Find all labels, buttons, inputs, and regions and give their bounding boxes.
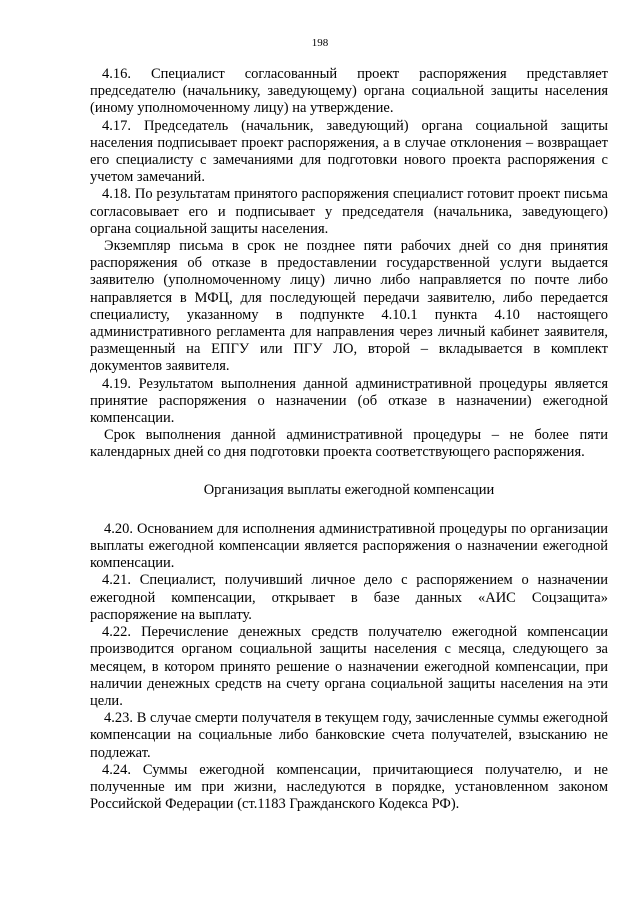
paragraph-letter-copy: Экземпляр письма в срок не позднее пяти рабочих дней со дня принятия распоряжения об отказе в предоставлении государственной услуги выдается заявителю (уполномоченному лицу) лично либо направляется по почте либо направляется в МФЦ, для последующей передачи заявителю, либо передается специалисту, указанному в подпункте 4.10.1 пункта 4.10 настоящего административного регламента для направления через личный кабинет заявителя, размещенный на ЕПГУ или ПГУ ЛО, второй – вкладывается в комплект документов заявителя. [90, 238, 608, 375]
section-heading: Организация выплаты ежегодной компенсации [203, 481, 495, 498]
paragraph-4-21: 4.21. Специалист, получивший личное дело с распоряжением о назначении ежегодной компенсации, открывает в базе данных «АИС Соцзащита» распоряжение на выплату. [90, 572, 608, 623]
paragraph-4-16: 4.16. Специалист согласованный проект распоряжения представляет председателю (начальнику, заведующему) органа социальной защиты населения (иному уполномоченному лицу) на утверждение. [90, 66, 608, 117]
paragraph-4-22: 4.22. Перечисление денежных средств получателю ежегодной компенсации производится органом социальной защиты населения с месяца, следующего за месяцем, в котором принято решение о назначении ежегодной компенсации, при наличии денежных средств на счету органа социальной защиты населения на эти цели. [90, 624, 608, 709]
paragraph-4-19: 4.19. Результатом выполнения данной административной процедуры является принятие распоряжения о назначении (об отказе в назначении) ежегодной компенсации. [90, 375, 608, 427]
page-number: 198 [311, 37, 329, 49]
paragraph-4-23: 4.23. В случае смерти получателя в текущем году, зачисленные суммы ежегодной компенсации на социальные либо банковские счета получателей, взысканию не подлежат. [90, 710, 608, 761]
paragraph-4-17: 4.17. Председатель (начальник, заведующий) органа социальной защиты населения подписывает проект распоряжения, а в случае отклонения – возвращает его специалисту с замечаниями для подготовки нового проекта распоряжения с учетом замечаний. [90, 117, 608, 186]
paragraph-4-20: 4.20. Основанием для исполнения административной процедуры по организации выплаты ежегодной компенсации является распоряжения о назначении ежегодной компенсации. [90, 520, 608, 572]
paragraph-procedure-term: Срок выполнения данной административной процедуры – не более пяти календарных дней со дня подготовки проекта соответствующего распоряжения. [90, 427, 608, 461]
paragraph-4-24: 4.24. Суммы ежегодной компенсации, причитающиеся получателю, и не полученные им при жизни, наследуются в порядке, установленном законом Российской Федерации (ст.1183 Гражданского Кодекса РФ). [90, 761, 608, 813]
paragraph-4-18: 4.18. По результатам принятого распоряжения специалист готовит проект письма согласовывает его и подписывает у председателя (начальника, заведующего) органа социальной защиты населения. [90, 186, 608, 237]
document-body [90, 66, 608, 813]
